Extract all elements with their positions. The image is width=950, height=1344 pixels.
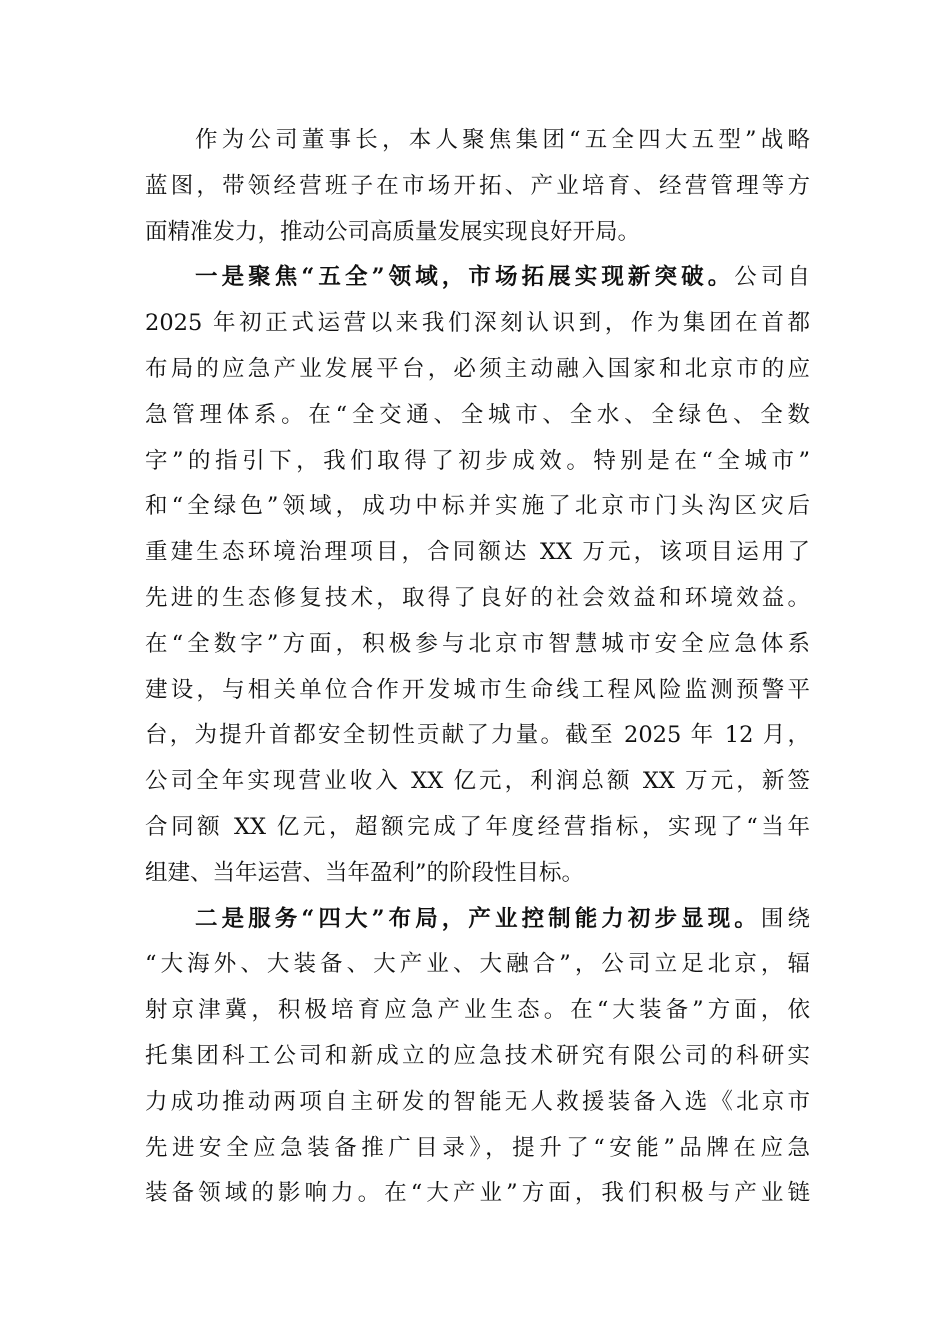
text-line: “大海外、大装备、大产业、大融合”，公司立足北京，辐	[145, 951, 810, 978]
text-line: 公司全年实现营业收入 XX 亿元，利润总额 XX 万元，新签	[145, 768, 810, 795]
text-line: 急管理体系。在“全交通、全城市、全水、全绿色、全数	[145, 401, 810, 428]
text-line: 和“全绿色”领域，成功中标并实施了北京市门头沟区灾后	[145, 493, 810, 520]
text-line	[145, 897, 810, 943]
paragraph-industry-layout	[145, 897, 810, 1218]
text-line: 先进的生态修复技术，取得了良好的社会效益和环境效益。	[145, 584, 810, 611]
heading-continuation: 公司自	[734, 264, 810, 291]
text-line: 字”的指引下，我们取得了初步成效。特别是在“全城市”	[145, 447, 810, 474]
text-line: 2025 年初正式运营以来我们深刻认识到，作为集团在首都	[145, 310, 810, 337]
text-line: 力成功推动两项自主研发的智能无人救援装备入选《北京市	[145, 1088, 810, 1115]
heading-continuation: 围绕	[760, 905, 810, 932]
text-line: 射京津冀，积极培育应急产业生态。在“大装备”方面，依	[145, 997, 810, 1024]
text-line: 在“全数字”方面，积极参与北京市智慧城市安全应急体系	[145, 630, 810, 657]
text-line: 重建生态环境治理项目，合同额达 XX 万元，该项目运用了	[145, 539, 810, 566]
text-line: 建设，与相关单位合作开发城市生命线工程风险监测预警平	[145, 676, 810, 703]
text-line	[145, 255, 810, 301]
section-heading: 一是聚焦“五全”领域，市场拓展实现新突破。	[195, 264, 735, 291]
text-line: 合同额 XX 亿元，超额完成了年度经营指标，实现了“当年	[145, 813, 810, 840]
document-body	[145, 118, 810, 1217]
text-line: 布局的应急产业发展平台，必须主动融入国家和北京市的应	[145, 355, 810, 382]
text-line: 蓝图，带领经营班子在市场开拓、产业培育、经营管理等方	[145, 172, 810, 199]
text-line: 装备领域的影响力。在“大产业”方面，我们积极与产业链	[145, 1180, 810, 1207]
paragraph-market-expansion	[145, 255, 810, 896]
text-line: 先进安全应急装备推广目录》，提升了“安能”品牌在应急	[145, 1134, 810, 1161]
text-line: 面精准发力，推动公司高质量发展实现良好开局。	[145, 218, 641, 245]
text-line: 托集团科工公司和新成立的应急技术研究有限公司的科研实	[145, 1042, 810, 1069]
text-line: 台，为提升首都安全韧性贡献了力量。截至 2025 年 12 月，	[145, 722, 810, 749]
text-line: 组建、当年运营、当年盈利”的阶段性目标。	[145, 859, 585, 886]
section-heading: 二是服务“四大”布局，产业控制能力初步显现。	[195, 905, 761, 932]
text-line: 作为公司董事长，本人聚焦集团“五全四大五型”战略	[195, 127, 810, 153]
paragraph-intro	[145, 118, 810, 255]
